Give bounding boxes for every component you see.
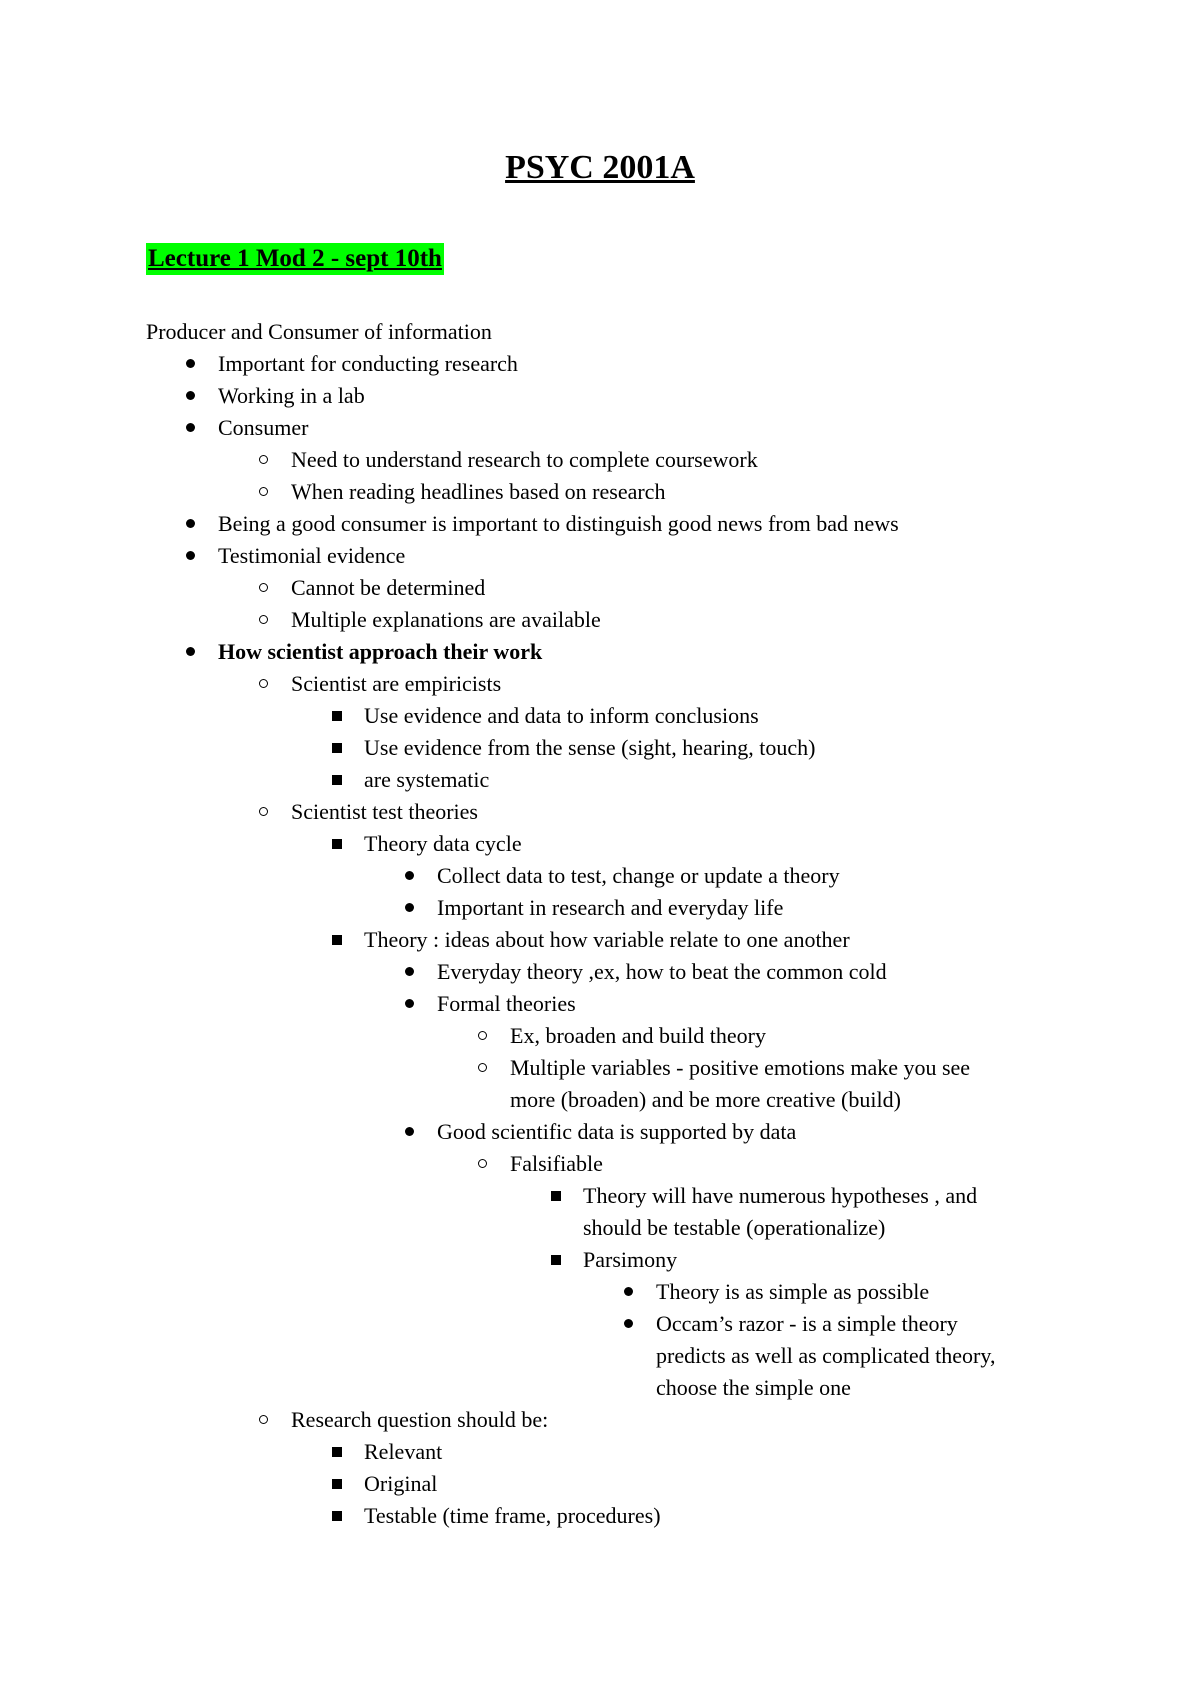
list-item: Good scientific data is supported by data [437, 1119, 797, 1144]
list-item: Consumer [218, 415, 309, 440]
list-item: Scientist are empiricists [291, 671, 502, 696]
list-item: Theory : ideas about how variable relate to one another [364, 927, 850, 952]
list-item: Theory will have numerous hypotheses , and [583, 1183, 978, 1208]
list-item: When reading headlines based on research [291, 479, 666, 504]
list-item: Research question should be: [291, 1407, 549, 1432]
list-item: Need to understand research to complete coursework [291, 447, 758, 472]
list-item-bold: How scientist approach their work [218, 639, 543, 664]
list-item: Multiple variables - positive emotions make you see [510, 1055, 971, 1080]
list-item: Parsimony [583, 1247, 678, 1272]
list-item: Relevant [364, 1439, 443, 1464]
list-item: Original [364, 1471, 438, 1496]
list-item: Occam’s razor - is a simple theory [656, 1311, 958, 1336]
list-item: Scientist test theories [291, 799, 478, 824]
lecture-heading: Lecture 1 Mod 2 - sept 10th [146, 243, 444, 275]
list-item: Theory is as simple as possible [656, 1279, 930, 1304]
list-item: Formal theories [437, 991, 576, 1016]
list-item: Multiple explanations are available [291, 607, 601, 632]
list-item: Theory data cycle [364, 831, 522, 856]
list-item-continued: should be testable (operationalize) [583, 1215, 886, 1240]
intro-text: Producer and Consumer of information [146, 319, 492, 344]
list-item: Ex, broaden and build theory [510, 1023, 766, 1048]
list-item: Working in a lab [218, 383, 365, 408]
list-item: Testimonial evidence [218, 543, 406, 568]
list-item-continued: predicts as well as complicated theory, [656, 1343, 996, 1368]
list-item: Important for conducting research [218, 351, 518, 376]
list-item: Important in research and everyday life [437, 895, 784, 920]
list-item-continued: more (broaden) and be more creative (build) [510, 1087, 901, 1112]
list-item-continued: choose the simple one [656, 1375, 851, 1400]
list-item: Testable (time frame, procedures) [364, 1503, 661, 1528]
list-item: Being a good consumer is important to distinguish good news from bad news [218, 511, 899, 536]
list-item: Use evidence and data to inform conclusions [364, 703, 759, 728]
list-item: Cannot be determined [291, 575, 486, 600]
list-item: Everyday theory ,ex, how to beat the common cold [437, 959, 887, 984]
list-item: are systematic [364, 767, 490, 792]
list-item: Falsifiable [510, 1151, 603, 1176]
page-title: PSYC 2001A [505, 149, 695, 186]
list-item: Use evidence from the sense (sight, hearing, touch) [364, 735, 816, 760]
list-item: Collect data to test, change or update a theory [437, 863, 840, 888]
